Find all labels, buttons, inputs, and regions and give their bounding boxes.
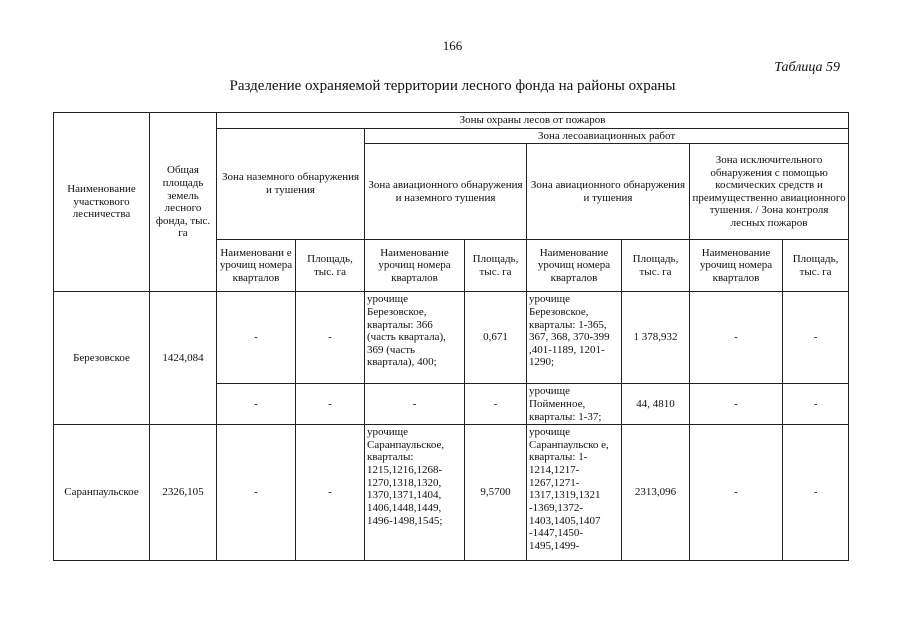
space-area: - [783,425,849,561]
ground-name: - [217,292,296,384]
subheader-area-4: Площадь, тыс. га [783,240,849,292]
header-fire-zones: Зоны охраны лесов от пожаров [217,113,849,129]
ground-area: - [296,292,365,384]
space-area: - [783,292,849,384]
header-total-area: Общая площадь земель лесного фонда, тыс. га [150,113,217,292]
space-area: - [783,384,849,425]
aviation-area: 2313,096 [622,425,690,561]
table-row [54,425,849,561]
subheader-name-2: Наименование урочищ номера кварталов [365,240,465,292]
table-label: Таблица 59 [774,60,840,75]
aviation-name: урочище Березовское, кварталы: 1-365, 367, 368, 370-399 ,401-1189, 1201-1290; [527,292,622,384]
ground-name: - [217,384,296,425]
subheader-area-1: Площадь, тыс. га [296,240,365,292]
aviation-area: 44, 4810 [622,384,690,425]
aviation-ground-area: - [465,384,527,425]
ground-area: - [296,425,365,561]
aviation-ground-area: 0,671 [465,292,527,384]
ground-area: - [296,384,365,425]
aviation-ground-area: 9,5700 [465,425,527,561]
district-name: Саранпаульское [54,425,150,561]
aviation-name: урочище Саранпаульско е, кварталы: 1-1214,1217-1267,1271-1317,1319,1321 -1369,1372-1403,1405,1407 -1447,1450-1495,1499- [527,425,622,561]
aviation-ground-name: - [365,384,465,425]
header-space-zone: Зона исключительного обнаружения с помощью космических средств и преимущественно авиационного тушения. / Зона контроля лесных пожаров [690,144,849,240]
header-district-name: Наименование участкового лесничества [54,113,150,292]
header-aviation-ground-zone: Зона авиационного обнаружения и наземного тушения [365,144,527,240]
space-name: - [690,425,783,561]
subheader-name-3: Наименование урочищ номера кварталов [527,240,622,292]
subheader-name-4: Наименование урочищ номера кварталов [690,240,783,292]
forest-zones-table [53,112,849,561]
district-name: Березовское [54,292,150,425]
header-aviation-zone: Зона авиационного обнаружения и тушения [527,144,690,240]
aviation-area: 1 378,932 [622,292,690,384]
subheader-area-2: Площадь, тыс. га [465,240,527,292]
subheader-area-3: Площадь, тыс. га [622,240,690,292]
page-number: 166 [442,38,463,53]
header-aviation-works-zone: Зона лесоавиационных работ [365,128,849,144]
aviation-ground-name: урочище Березовское, кварталы: 366 (часть квартала), 369 (часть квартала), 400; [365,292,465,384]
ground-name: - [217,425,296,561]
space-name: - [690,384,783,425]
subheader-name-1: Наименовани е урочищ номера кварталов [217,240,296,292]
aviation-ground-name: урочище Саранпаульское, кварталы: 1215,1216,1268-1270,1318,1320, 1370,1371,1404, 1406,1448,1449, 1496-1498,1545; [365,425,465,561]
table-row [54,292,849,384]
document-title: Разделение охраняемой территории лесного фонда на районы охраны [229,78,676,94]
header-ground-zone: Зона наземного обнаружения и тушения [217,128,365,240]
space-name: - [690,292,783,384]
aviation-name: урочище Пойменное, кварталы: 1-37; [527,384,622,425]
district-total-area: 1424,084 [150,292,217,425]
district-total-area: 2326,105 [150,425,217,561]
